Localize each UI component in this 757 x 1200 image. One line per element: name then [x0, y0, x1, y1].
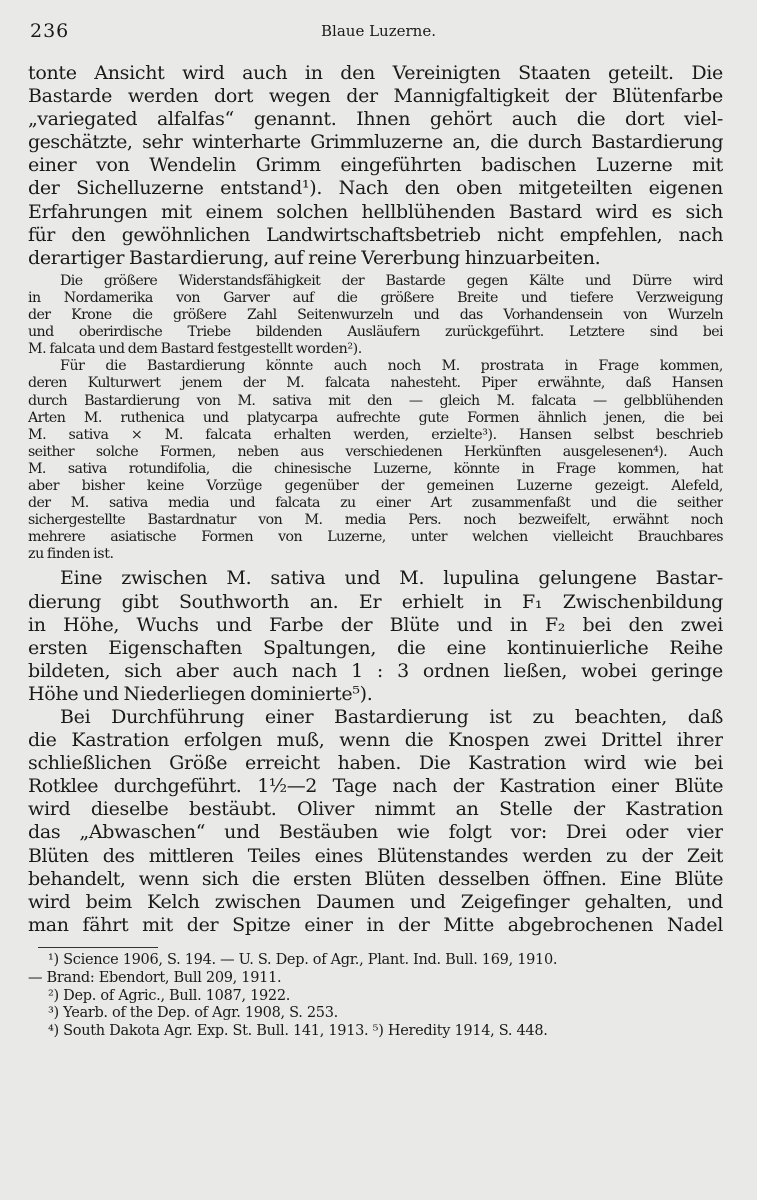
smallprint-paragraph-1	[28, 273, 723, 358]
text-line: M. sativa rotundifolia, die chinesische Luzerne, könnte in Frage kommen, hat	[28, 460, 723, 477]
text-line: wird dieselbe bestäubt. Oliver nimmt an Stelle der Kastration	[28, 798, 723, 821]
text-line: der Sichelluzerne entstand¹). Nach den oben mitgeteilten eigenen	[28, 177, 723, 200]
text-line: Höhe und Niederliegen dominierte⁵).	[28, 682, 373, 705]
text-line: Blüten des mittleren Teiles eines Blütenstandes werden zu der Zeit	[28, 844, 723, 867]
text-line: „variegated alfalfas“ genannt. Ihnen gehört auch die dort viel-	[28, 108, 723, 131]
text-line: das „Abwaschen“ und Bestäuben wie folgt vor: Drei oder vier	[28, 821, 723, 844]
text-line: M. sativa × M. falcata erhalten werden, erzielte³). Hansen selbst beschrieb	[28, 426, 723, 443]
smallprint-paragraph-2	[28, 358, 723, 563]
text-line: Arten M. ruthenica und platycarpa aufrechte gute Formen ähnlich jenen, die bei	[28, 409, 723, 426]
text-line: deren Kulturwert jenem der M. falcata nahesteht. Piper erwähnte, daß Hansen	[28, 375, 723, 392]
text-line: man fährt mit der Spitze einer in der Mitte abgebrochenen Nadel	[28, 913, 723, 936]
text-line: für den gewöhnlichen Landwirtschaftsbetrieb nicht empfehlen, nach	[28, 223, 723, 246]
page-header	[30, 20, 727, 46]
text-line: Die größere Widerstandsfähigkeit der Bastarde gegen Kälte und Dürre wird	[60, 272, 723, 289]
text-line: die Kastration erfolgen muß, wenn die Knospen zwei Drittel ihrer	[28, 729, 723, 752]
text-line: seither solche Formen, neben aus verschiedenen Herkünften ausgelesenen⁴). Auch	[28, 443, 723, 460]
paragraph-2	[28, 567, 723, 706]
running-title: Blaue Luzerne.	[321, 22, 436, 40]
text-line: in Nordamerika von Garver auf die größere Breite und tiefere Verzweigung	[28, 289, 723, 306]
footnote: — Brand: Ebendort, Bull 209, 1911.	[28, 969, 282, 986]
footnote: ²) Dep. of Agric., Bull. 1087, 1922.	[48, 987, 291, 1004]
footnotes	[28, 952, 723, 1041]
text-line: M. falcata und dem Bastard festgestellt worden²).	[28, 341, 362, 358]
text-line: derartiger Bastardierung, auf reine Vererbung hinzuarbeiten.	[28, 246, 601, 269]
text-line: bildeten, sich aber auch nach 1 : 3 ordnen ließen, wobei geringe	[28, 659, 723, 682]
text-line: geschätzte, sehr winterharte Grimmluzerne an, die durch Bastardierung	[28, 131, 723, 154]
paragraph-3	[28, 706, 723, 937]
text-line: in Höhe, Wuchs und Farbe der Blüte und in F₂ bei den zwei	[28, 613, 723, 636]
text-line: Eine zwischen M. sativa und M. lupulina gelungene Bastar-	[60, 567, 723, 590]
text-line: ersten Eigenschaften Spaltungen, die eine kontinuierliche Reihe	[28, 636, 723, 659]
text-line: behandelt, wenn sich die ersten Blüten desselben öffnen. Eine Blüte	[28, 867, 723, 890]
text-line: Rotklee durchgeführt. 1½—2 Tage nach der Kastration einer Blüte	[28, 775, 723, 798]
text-line: der Krone die größere Zahl Seitenwurzeln und das Vorhandensein von Wurzeln	[28, 307, 723, 324]
page-number: 236	[30, 20, 70, 42]
text-line: schließlichen Größe erreicht haben. Die Kastration wird wie bei	[28, 752, 723, 775]
text-line: dierung gibt Southworth an. Er erhielt in F₁ Zwischenbildung	[28, 590, 723, 613]
footnote: ³) Yearb. of the Dep. of Agr. 1908, S. 253.	[48, 1005, 338, 1022]
text-line: Bei Durchführung einer Bastardierung ist zu beachten, daß	[60, 706, 723, 728]
text-line: aber bisher keine Vorzüge gegenüber der gemeinen Luzerne gezeigt. Alefeld,	[28, 477, 723, 494]
text-line: tonte Ansicht wird auch in den Vereinigten Staaten geteilt. Die	[28, 62, 723, 84]
text-line: Erfahrungen mit einem solchen hellblühenden Bastard wird es sich	[28, 200, 723, 223]
text-line: sichergestellte Bastardnatur von M. media Pers. noch bezweifelt, erwähnt noch	[28, 512, 723, 529]
text-line: einer von Wendelin Grimm eingeführten badischen Luzerne mit	[28, 154, 723, 177]
text-line: zu finden ist.	[28, 546, 114, 563]
text-line: der M. sativa media und falcata zu einer Art zusammenfaßt und die seither	[28, 495, 723, 512]
text-line: mehrere asiatische Formen von Luzerne, unter welchen vielleicht Brauchbares	[28, 529, 723, 546]
footnote: ⁴) South Dakota Agr. Exp. St. Bull. 141, 1913. ⁵) Heredity 1914, S. 448.	[48, 1023, 548, 1040]
paragraph-1	[28, 62, 723, 270]
footnote-rule	[38, 947, 158, 948]
footnote: ¹) Science 1906, S. 194. — U. S. Dep. of Agr., Plant. Ind. Bull. 169, 1910.	[48, 951, 558, 968]
text-line: Bastarde werden dort wegen der Mannigfaltigkeit der Blütenfarbe	[28, 85, 723, 108]
text-line: durch Bastardierung von M. sativa mit den — gleich M. falcata — gelbblühenden	[28, 392, 723, 409]
page-body	[28, 62, 723, 1041]
text-line: und oberirdische Triebe bildenden Ausläufern zurückgeführt. Letztere sind bei	[28, 324, 723, 341]
text-line: Für die Bastardierung könnte auch noch M. prostrata in Frage kommen,	[60, 358, 723, 375]
text-line: wird beim Kelch zwischen Daumen und Zeigefinger gehalten, und	[28, 890, 723, 913]
